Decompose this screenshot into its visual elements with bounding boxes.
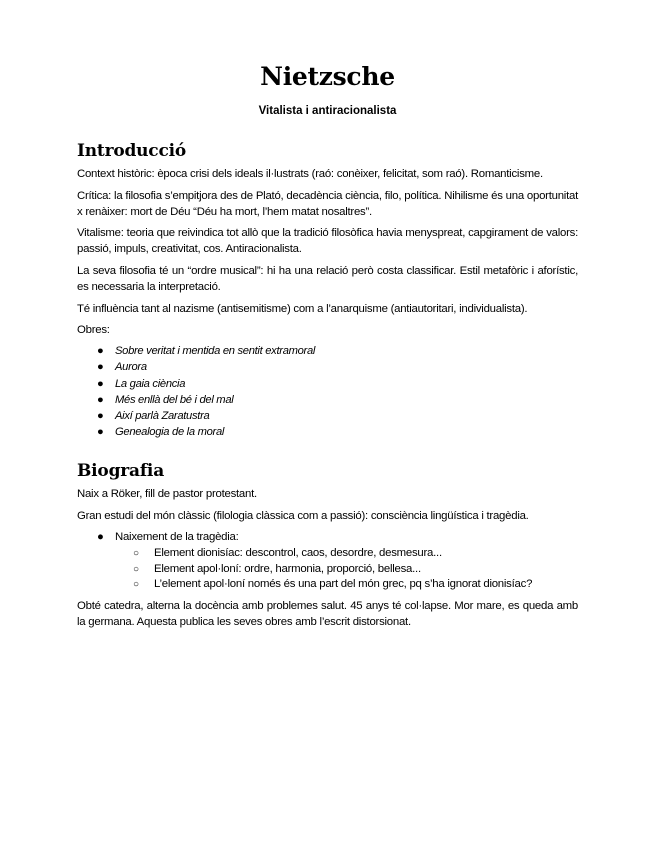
bullet-icon: ● [97, 393, 104, 406]
document-page [77, 60, 578, 631]
intro-paragraph-context: Context històric: època crisi dels ideals il·lustrats (raó: conèixer, felicitat, som raó). Romanticisme. [77, 168, 543, 180]
list-item [115, 546, 578, 562]
bio-paragraph-closing: Obté catedra, alterna la docència amb problemes salut. 45 anys té col·lapse. Mor mare, es queda amb la germana. Aquesta publica les seves obres amb l’escrit distorsionat. [77, 600, 578, 628]
bio-list-item-label: Naixement de la tragèdia: [115, 530, 239, 543]
document-subtitle: Vitalista i antiracionalista [258, 105, 397, 117]
bullet-icon: ● [97, 377, 104, 390]
document-title: Nietzsche [260, 62, 395, 91]
list-item [77, 359, 578, 375]
bio-paragraph-naixement: Naix a Röker, fill de pastor protestant. [77, 488, 257, 501]
bio-heading: Biografia [77, 461, 165, 482]
bio-paragraph-estudi: Gran estudi del món clàssic (filologia clàssica com a passió): consciència lingüística i tragèdia. [77, 510, 529, 523]
list-item [77, 376, 578, 392]
work-title: Més enllà del bé i del mal [115, 393, 234, 406]
sub-item-text: Element apol·loní: ordre, harmonia, proporció, bellesa... [154, 562, 421, 575]
intro-paragraph-influencia: Té influència tant al nazisme (antisemitisme) com a l’anarquisme (antiautoritari, individualista). [77, 302, 528, 315]
circle-bullet-icon: ○ [133, 579, 139, 591]
intro-heading: Introducció [77, 141, 187, 161]
bullet-icon: ● [97, 345, 104, 358]
circle-bullet-icon: ○ [133, 563, 139, 575]
list-item [77, 424, 578, 440]
intro-paragraph-vitalisme: Vitalisme: teoria que reivindica tot allò que la tradició filosòfica havia menyspreat, capgirament de valors: passió, impuls, creativitat, cos. Antiracionalista. [77, 227, 578, 256]
work-title: Així parlà Zaratustra [115, 409, 210, 422]
bullet-icon: ● [97, 361, 104, 374]
bullet-icon: ● [97, 409, 104, 422]
bio-list [77, 530, 578, 593]
intro-paragraph-critica: Crítica: la filosofia s’empitjora des de Plató, decadència ciència, filo, política. Nihilisme és una oportunitat x renàixer: mort de Déu “Déu ha mort, l’hem matat nosaltres”. [77, 189, 578, 218]
bullet-icon: ● [97, 426, 104, 439]
list-item [77, 530, 578, 593]
sub-item-text: Element dionisíac: descontrol, caos, desordre, desmesura... [154, 546, 442, 559]
work-title: Genealogia de la moral [115, 426, 225, 439]
list-item [115, 562, 578, 578]
work-title: Aurora [115, 361, 147, 374]
intro-paragraph-filosofia: La seva filosofia té un “ordre musical”: hi ha una relació però costa classificar. Estil metafòric i aforístic, es necessaria la interpretació. [77, 264, 578, 293]
circle-bullet-icon: ○ [133, 547, 139, 559]
work-title: Sobre veritat i mentida en sentit extramoral [115, 345, 316, 358]
sub-item-text: L’element apol·loní només és una part del món grec, pq s’ha ignorat dionisíac? [154, 578, 533, 591]
bullet-icon: ● [97, 530, 104, 543]
bio-sub-list [115, 546, 578, 593]
list-item [77, 392, 578, 408]
list-item [77, 408, 578, 424]
works-label: Obres: [77, 324, 110, 337]
list-item [115, 577, 578, 593]
list-item [77, 343, 578, 359]
work-title: La gaia ciència [115, 377, 186, 390]
works-list [77, 343, 578, 440]
